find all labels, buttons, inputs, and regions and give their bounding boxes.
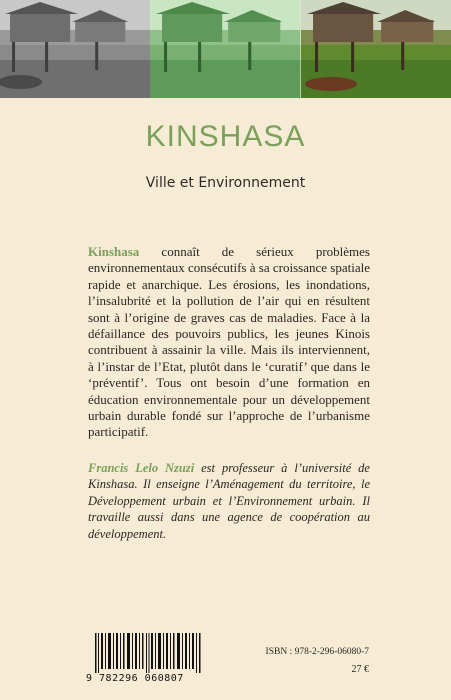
blurb-lead-word: Kinshasa	[88, 244, 140, 259]
barcode-number: 9 782296 060807	[86, 673, 184, 684]
book-subtitle: Ville et Environnement	[145, 175, 306, 191]
barcode	[86, 633, 210, 691]
author-name: Francis Lelo Nzuzi	[88, 461, 195, 475]
author-bio-text: est professeur à l’université de Kinshasa. Il enseigne l’Aménagement du territoire, le Développement urbain et l’Environnement urbain. Il travaille aussi dans une agence de coopération au développement.	[88, 461, 370, 541]
book-title: KINSHASA	[145, 120, 306, 153]
photo-grayscale	[0, 0, 150, 98]
back-cover-blurb	[88, 244, 370, 441]
photo-green-tint	[150, 0, 300, 98]
blurb-text: connaît de sérieux problèmes environnementaux consécutifs à sa croissance spatiale rapide et anarchique. Les érosions, les inondations, l’insalubrité et la pollution de l’air qui en résultent sont à l’origine de graves cas de maladies. Face à la défaillance des pouvoirs publics, les jeunes Kinois contribuent à assainir la ville. Mais ils interviennent, à l’instar de l’Etat, plutôt dans le ‘curatif’ que dans le ‘préventif’. Tous ont besoin d’une formation en éducation environnementale pour un développement urbain durable fondé sur l’approche de l’urbanisme participatif.	[88, 244, 370, 440]
author-bio	[88, 460, 370, 542]
cover-photo-strip	[0, 0, 451, 98]
photo-color	[301, 0, 451, 98]
isbn-label: ISBN : 978-2-296-06080-7	[265, 647, 369, 657]
price-label: 27 €	[351, 664, 369, 675]
barcode-bars	[86, 633, 210, 673]
